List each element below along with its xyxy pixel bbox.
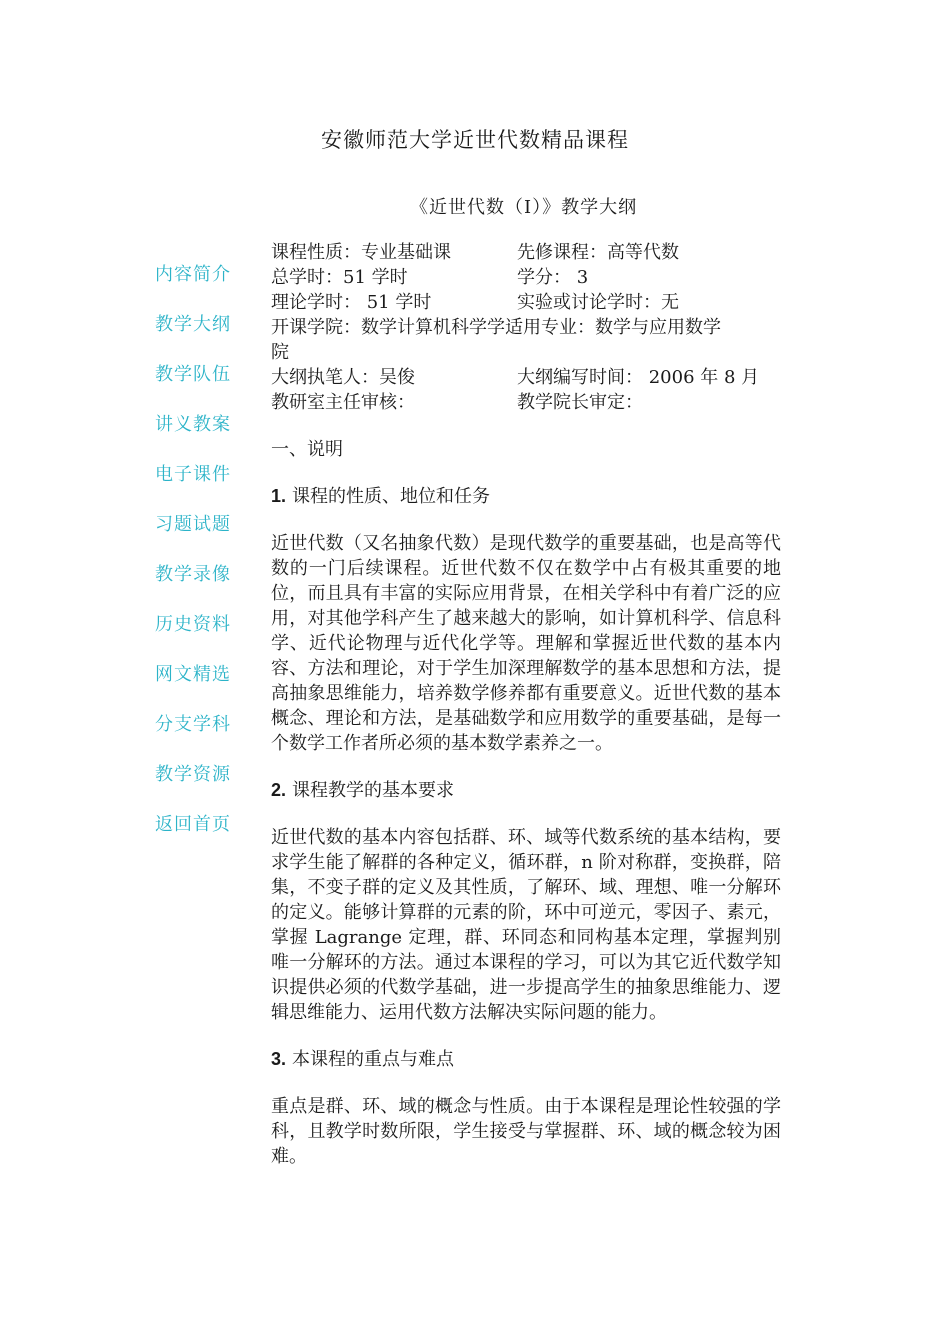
sidebar-item-resources[interactable]: 教学资源 (155, 764, 231, 785)
college-line: 开课学院：数学计算机科学学适用专业：数学与应用数学 (271, 317, 721, 338)
course-nature: 课程性质：专业基础课 (271, 242, 451, 263)
total-hours: 总学时：51 学时 (271, 267, 408, 288)
sidebar-nav (155, 262, 255, 862)
sidebar-item-intro[interactable]: 内容简介 (155, 264, 231, 285)
dean-reviewer: 教学院长审定： (517, 392, 643, 413)
info-row (271, 390, 781, 415)
paragraph: 重点是群、环、域的概念与性质。由于本课程是理论性较强的学科，且教学时数所限，学生接受与掌握群、环、域的概念较为困难。 (271, 1096, 781, 1167)
credits: 学分： 3 (517, 267, 589, 288)
syllabus-content (271, 240, 781, 1169)
sidebar-item-videos[interactable]: 教学录像 (155, 564, 231, 585)
sidebar-item-slides[interactable]: 电子课件 (155, 464, 231, 485)
college-line-cont: 院 (271, 342, 289, 363)
subsection-title: 课程教学的基本要求 (292, 780, 455, 801)
info-row (271, 265, 781, 290)
lab-hours: 实验或讨论学时：无 (517, 292, 679, 313)
sidebar-item-home[interactable]: 返回首页 (155, 814, 231, 835)
document-title: 《近世代数（I）》教学大纲 (410, 197, 638, 218)
sidebar-item-articles[interactable]: 网文精选 (155, 664, 231, 685)
theory-hours: 理论学时： 51 学时 (271, 292, 432, 313)
subsection-title: 本课程的重点与难点 (292, 1049, 455, 1070)
info-row (271, 290, 781, 315)
sidebar-item-team[interactable]: 教学队伍 (155, 364, 231, 385)
info-row (271, 365, 781, 390)
sidebar-item-history[interactable]: 历史资料 (155, 614, 231, 635)
subsection-number: 1. (271, 486, 287, 506)
info-row (271, 240, 781, 265)
paragraph: 近世代数（又名抽象代数）是现代数学的重要基础，也是高等代数的一门后续课程。近世代数不仅在数学中占有极其重要的地位，而且具有丰富的实际应用背景，在相关学科中有着广泛的应用，对其他学科产生了越来越大的影响，如计算机科学、信息科学、近代论物理与近代化学等。理解和掌握近世代数的基本内容、方法和理论，对于学生加深理解数学的基本思想和方法，提高抽象思维能力，培养数学修养都有重要意义。近世代数的基本概念、理论和方法，是基础数学和应用数学的重要基础，是每一个数学工作者所必须的基本数学素养之一。 (271, 533, 781, 754)
paragraph: 近世代数的基本内容包括群、环、域等代数系统的基本结构，要求学生能了解群的各种定义，循环群，n 阶对称群，变换群，陪集，不变子群的定义及其性质，了解环、域、理想、唯一分解环的定义。能够计算群的元素的阶，环中可逆元，零因子、素元，掌握 Lagrange 定理，群、环同态和同构基本定理，掌握判别唯一分解环的方法。通过本课程的学习，可以为其它近代数学知识提供必须的代数学基础，进一步提高学生的抽象思维能力、逻辑思维能力、运用代数方法解决实际问题的能力。 (271, 827, 781, 1023)
dept-reviewer: 教研室主任审核： (271, 392, 415, 413)
sidebar-item-lecture-notes[interactable]: 讲义教案 (155, 414, 231, 435)
subsection-number: 2. (271, 780, 287, 800)
subsection-number: 3. (271, 1049, 287, 1069)
site-title: 安徽师范大学近世代数精品课程 (321, 128, 629, 152)
section-heading: 一、说明 (271, 439, 343, 460)
subsection-title: 课程的性质、地位和任务 (292, 486, 491, 507)
course-prerequisite: 先修课程：高等代数 (517, 242, 679, 263)
sidebar-item-syllabus[interactable]: 教学大纲 (155, 314, 231, 335)
subsection-heading (271, 484, 781, 509)
syllabus-date: 大纲编写时间： 2006 年 8 月 (517, 367, 760, 388)
sidebar-item-branches[interactable]: 分支学科 (155, 714, 231, 735)
sidebar-item-exercises[interactable]: 习题试题 (155, 514, 231, 535)
subsection-heading (271, 1047, 781, 1072)
subsection-heading (271, 778, 781, 803)
syllabus-author: 大纲执笔人：吴俊 (271, 367, 415, 388)
